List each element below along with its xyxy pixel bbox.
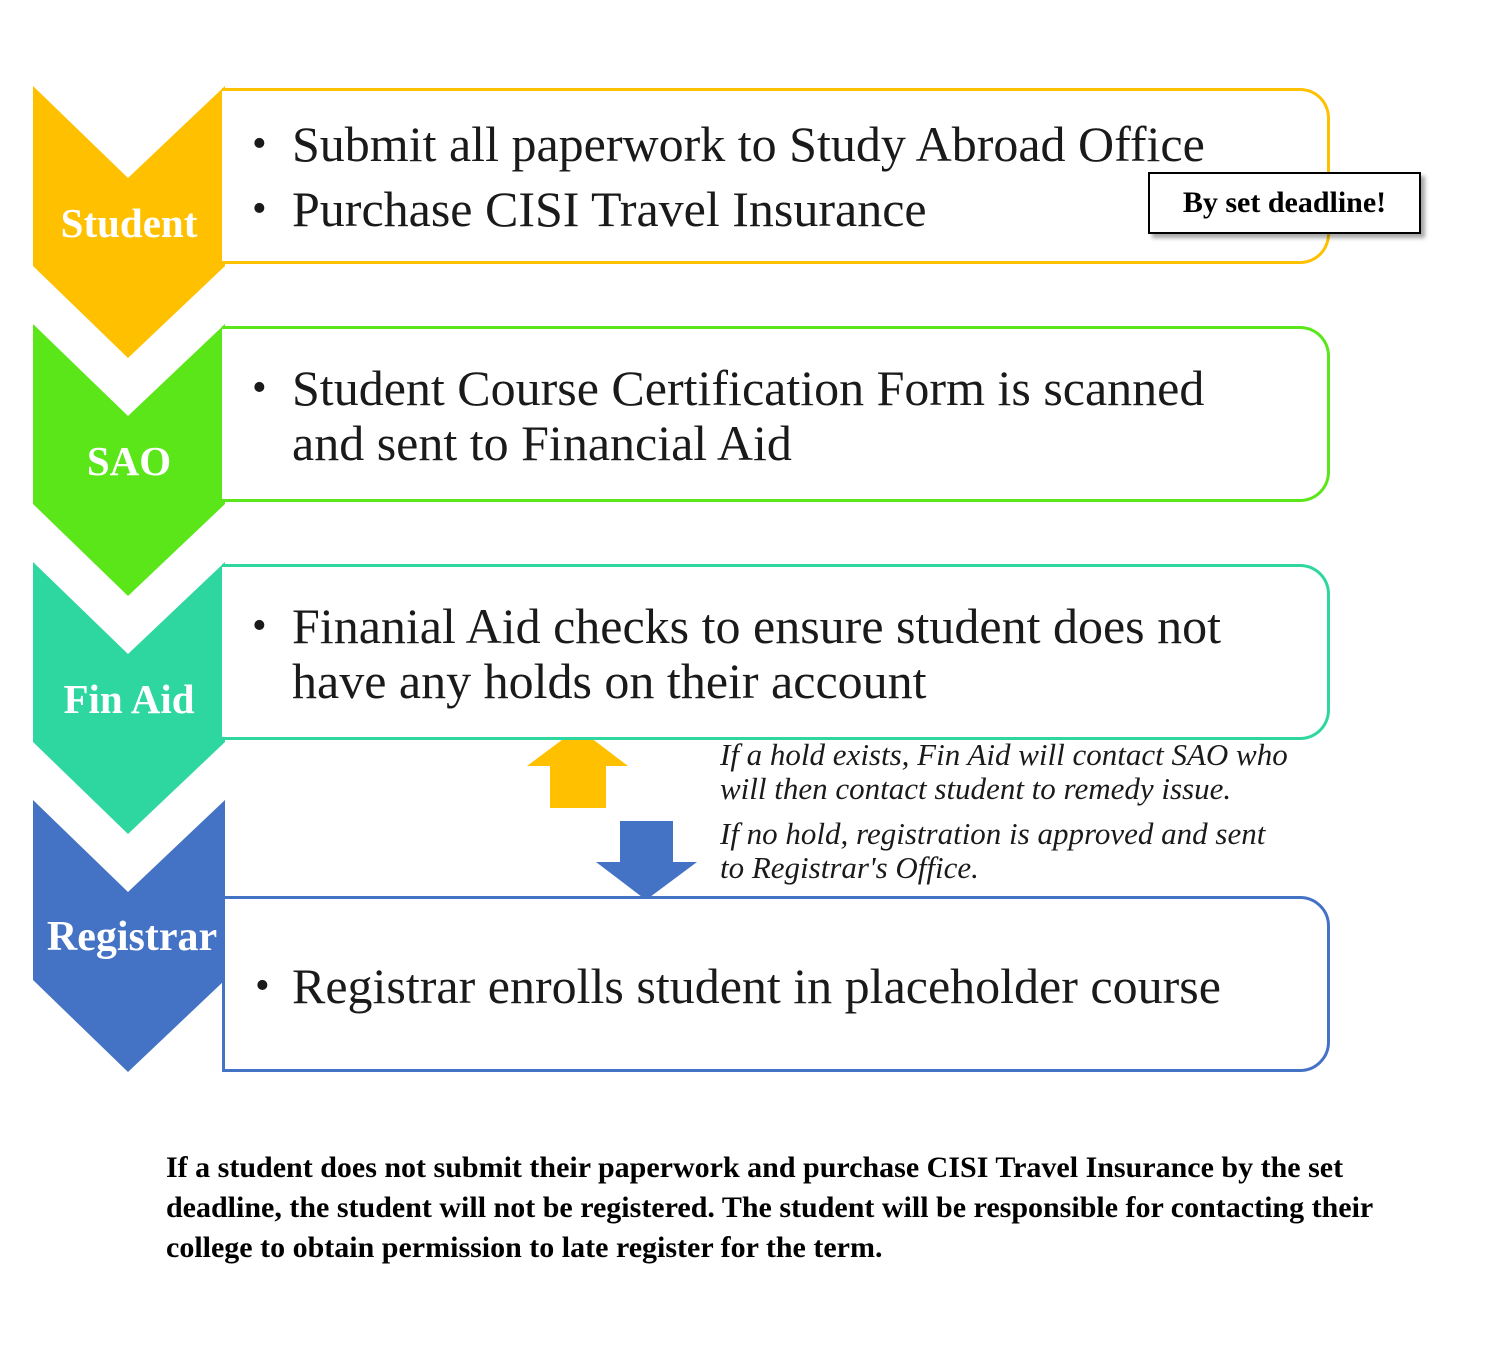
step-label-fin-aid: Fin Aid bbox=[63, 676, 195, 722]
step-box-registrar bbox=[222, 896, 1330, 1072]
step-item: • Student Course Certification Form is scanned and sent to Financial Aid bbox=[222, 361, 1222, 471]
step-item: • Submit all paperwork to Study Abroad Office bbox=[222, 117, 1327, 172]
deadline-callout: By set deadline! bbox=[1148, 172, 1421, 234]
step-label-sao: SAO bbox=[86, 438, 172, 484]
no-hold-note: If no hold, registration is approved and sent to Registrar's Office. bbox=[720, 816, 1266, 885]
footer-note: If a student does not submit their paperwork and purchase CISI Travel Insurance by the set deadline, the student will not be registered. The student will be responsible for contacting their college to obtain permission to late register for the term. bbox=[166, 1151, 1373, 1264]
step-item: • Registrar enrolls student in placeholder course bbox=[225, 959, 1327, 1014]
step-label-registrar: Registrar bbox=[46, 914, 218, 960]
step-label-student: Student bbox=[60, 200, 198, 246]
step-item: • Finanial Aid checks to ensure student does not have any holds on their account bbox=[222, 599, 1282, 709]
step-box-sao bbox=[222, 326, 1330, 502]
step-item: • Purchase CISI Travel Insurance bbox=[222, 182, 1327, 237]
down-arrow-icon bbox=[596, 821, 697, 900]
step-box-fin-aid bbox=[222, 564, 1330, 740]
hold-note: If a hold exists, Fin Aid will contact SAO who will then contact student to remedy issue. bbox=[720, 737, 1288, 806]
up-arrow-icon bbox=[527, 728, 628, 808]
